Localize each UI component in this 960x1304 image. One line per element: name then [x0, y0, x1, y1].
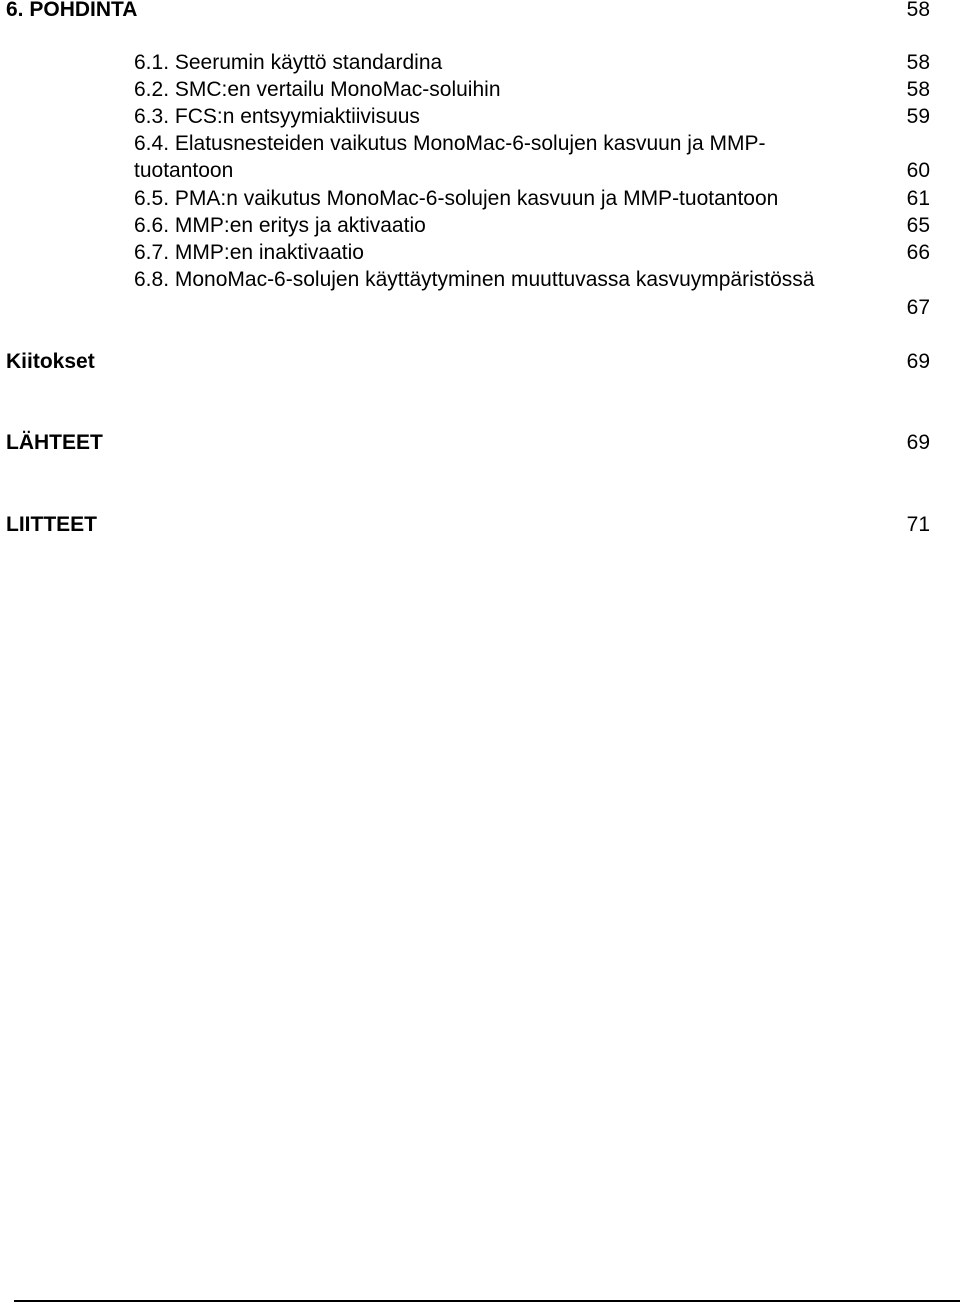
- toc-lahteet-page: 69: [906, 431, 930, 454]
- toc-kiitokset: Kiitokset: [6, 350, 95, 373]
- toc-section-6-1: 6.1. Seerumin käyttö standardina: [134, 51, 443, 74]
- toc-section-6-7: 6.7. MMP:en inaktivaatio: [134, 241, 364, 264]
- toc-liitteet: LIITTEET: [6, 513, 97, 536]
- toc-section-6-5-page: 61: [906, 187, 930, 210]
- toc-section-6-2-page: 58: [906, 78, 930, 101]
- toc-section-6-4-line1: 6.4. Elatusnesteiden vaikutus MonoMac-6-solujen kasvuun ja MMP-: [134, 132, 766, 155]
- toc-chapter-title: 6. POHDINTA: [6, 0, 138, 21]
- toc-section-6-8-page: 67: [906, 296, 930, 319]
- toc-section-6-5: 6.5. PMA:n vaikutus MonoMac-6-solujen kasvuun ja MMP-tuotantoon: [134, 187, 779, 210]
- toc-kiitokset-page: 69: [906, 350, 930, 373]
- toc-section-6-6-page: 65: [906, 214, 930, 237]
- toc-section-6-4-line2: tuotantoon: [134, 159, 234, 182]
- toc-section-6-8: 6.8. MonoMac-6-solujen käyttäytyminen muuttuvassa kasvuympäristössä: [134, 268, 815, 291]
- toc-section-6-4-page: 60: [906, 159, 930, 182]
- toc-lahteet: LÄHTEET: [6, 431, 103, 454]
- toc-chapter-page: 58: [906, 0, 930, 21]
- toc-section-6-3-page: 59: [906, 105, 930, 128]
- footer-divider: [14, 1300, 960, 1302]
- toc-section-6-7-page: 66: [906, 241, 930, 264]
- toc-section-6-3: 6.3. FCS:n entsyymiaktiivisuus: [134, 105, 420, 128]
- toc-section-6-2: 6.2. SMC:en vertailu MonoMac-soluihin: [134, 78, 501, 101]
- toc-section-6-6: 6.6. MMP:en eritys ja aktivaatio: [134, 214, 426, 237]
- toc-liitteet-page: 71: [906, 513, 930, 536]
- toc-section-6-1-page: 58: [906, 51, 930, 74]
